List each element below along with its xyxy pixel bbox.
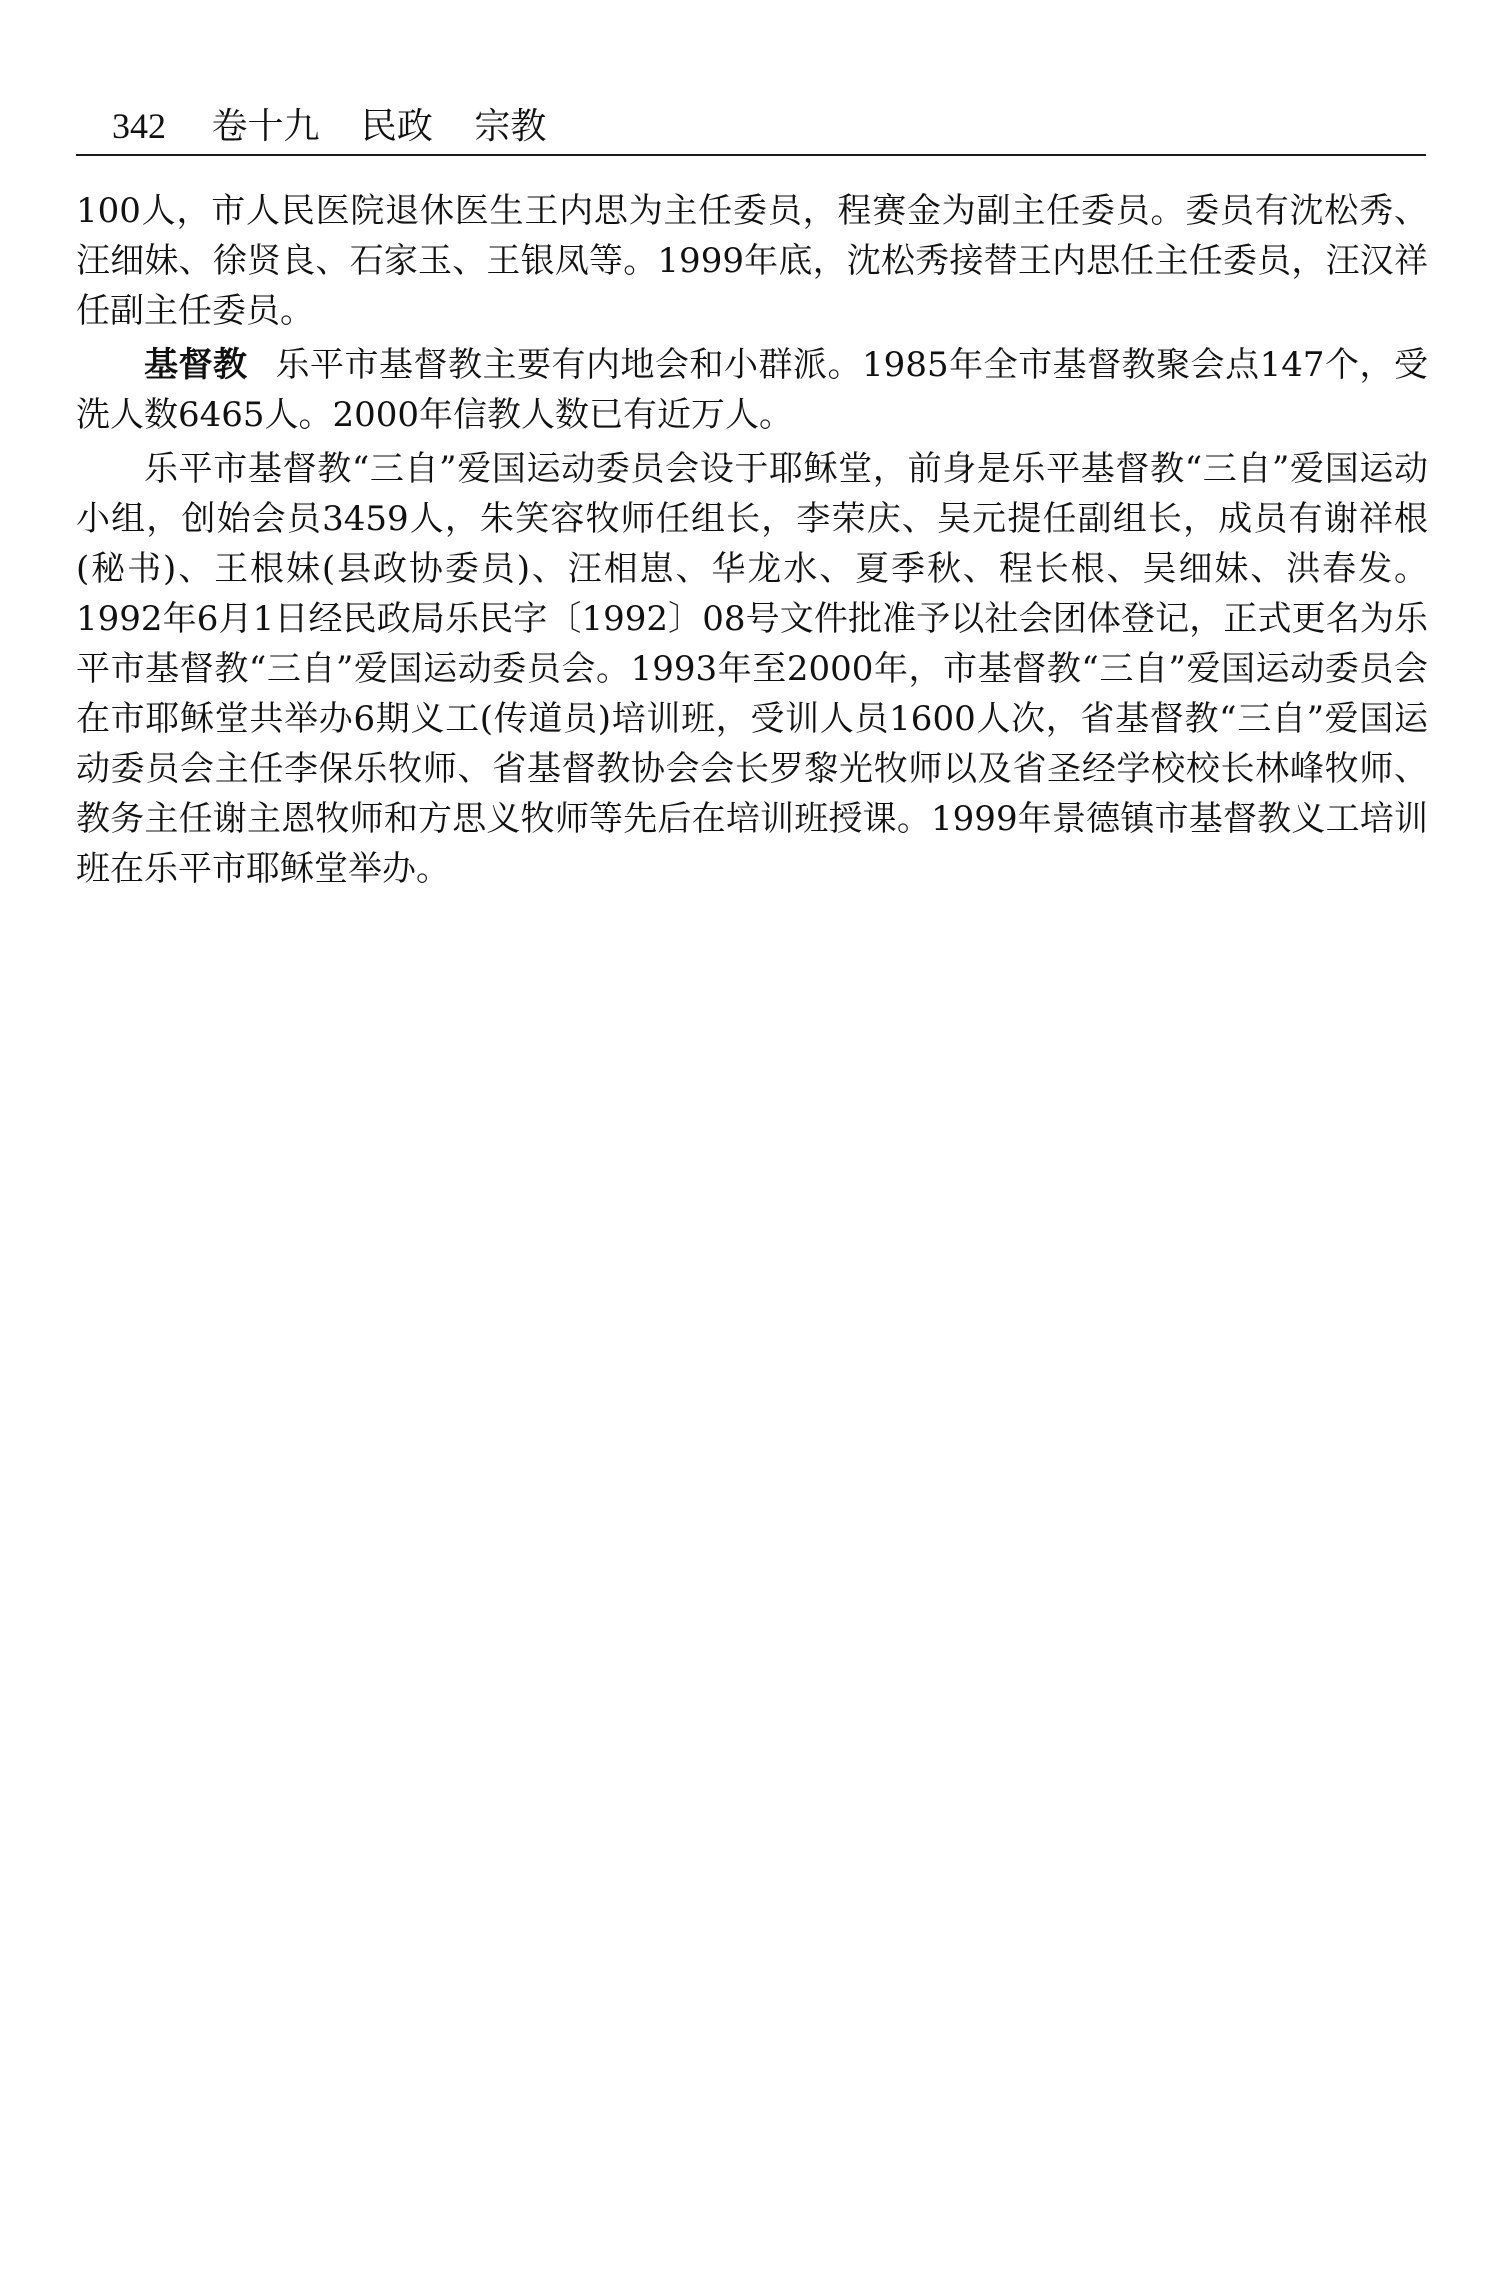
paragraph-christianity-entry [76, 340, 1428, 440]
paragraph-three-self-committee: 乐平市基督教“三自”爱国运动委员会设于耶稣堂，前身是乐平基督教“三自”爱国运动小组，创始会员3459人，朱笑容牧师任组长，李荣庆、吴元提任副组长，成员有谢祥根(秘书)、王根妹(县政协委员)、汪相崽、华龙水、夏季秋、程长根、吴细妹、洪春发。1992年6月1日经民政局乐民字〔1992〕08号文件批准予以社会团体登记，正式更名为乐平市基督教“三自”爱国运动委员会。1993年至2000年，市基督教“三自”爱国运动委员会在市耶稣堂共举办6期义工(传道员)培训班，受训人员1600人次，省基督教“三自”爱国运动委员会主任李保乐牧师、省基督教协会会长罗黎光牧师以及省圣经学校校长林峰牧师、教务主任谢主恩牧师和方思义牧师等先后在培训班授课。1999年景德镇市基督教义工培训班在乐平市耶稣堂举办。 [76, 449, 1428, 889]
header-rule [76, 154, 1426, 156]
subsection-title: 宗教 [474, 106, 547, 147]
paragraph-continuation: 100人，市人民医院退休医生王内思为主任委员，程赛金为副主任委员。委员有沈松秀、汪细妹、徐贤良、石家玉、王银凤等。1999年底，沈松秀接替王内思任主任委员，汪汉祥任副主任委员。 [76, 191, 1428, 331]
section-title: 民政 [360, 106, 433, 147]
running-head [112, 104, 576, 149]
entry-text-christianity: 乐平市基督教主要有内地会和小群派。1985年全市基督教聚会点147个，受洗人数6465人。2000年信教人数已有近万人。 [76, 345, 1429, 435]
entry-heading-christianity: 基督教 [144, 345, 248, 385]
body-text [76, 186, 1428, 898]
volume-title: 卷十九 [211, 106, 320, 147]
page-number: 342 [112, 106, 166, 146]
